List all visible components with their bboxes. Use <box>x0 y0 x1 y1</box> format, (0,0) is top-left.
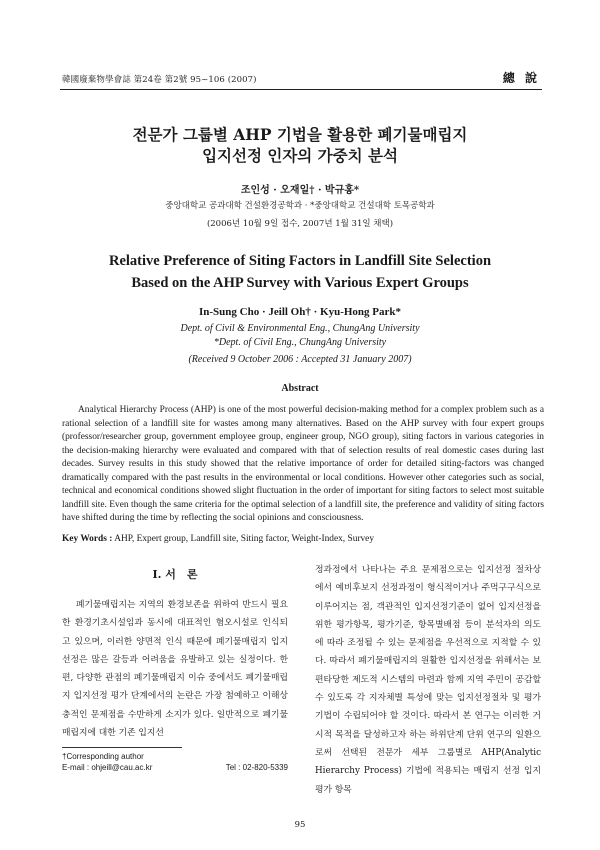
footnote-corresponding: †Corresponding author <box>62 752 144 761</box>
english-title <box>0 250 600 294</box>
abstract-heading: Abstract <box>281 383 319 394</box>
journal-citation: 韓國廢棄物學會誌 第24卷 第2號 95~106 (2007) <box>62 75 257 85</box>
keywords-label: Key Words : <box>62 534 113 544</box>
body-column-left <box>62 596 288 742</box>
keywords-text: AHP, Expert group, Landfill site, Siting factor, Weight-Index, Survey <box>114 534 375 544</box>
section-label: 總 說 <box>502 71 540 85</box>
english-title-line2: Based on the AHP Survey with Various Expert Groups <box>131 275 469 291</box>
english-affiliation-1: Dept. of Civil & Environmental Eng., ChungAng University <box>180 323 420 334</box>
footnote-rule <box>62 747 182 748</box>
english-authors: In-Sung Cho · Jeill Oh† · Kyu-Hong Park* <box>198 306 402 318</box>
footnote-email: E-mail : ohjeill@cau.ac.kr <box>62 763 153 772</box>
header-rule <box>60 89 542 90</box>
abstract-body: Analytical Hierarchy Process (AHP) is one of the most powerful decision-making method for a complex problem such as a rational selection of a landfill site for wastes among many alternatives. Based on the AHP survey with four expert groups (professor/researcher group, government employee group, engineer group, NGO group), siting factors in various categories in the decision-making hierarchy were evaluated and compared with that of selection results of real domestic cases during last decades. Survey results in this study showed that the relative importance of order for detailed siting-factors was changed dramatically compared with the past results in the environmental or local conditions. However other categories such as social, technical and economical conditions showed slight fluctuation in the order of important for siting factors to select most suitable landfill site. Even though the same criteria for the optimal selection of a landfill site, the preference and validity of siting factors have shifted during the time by reflecting the social opinions and consciousness. <box>62 405 544 523</box>
section-heading-introduction: I. 서 론 <box>152 568 198 581</box>
intro-paragraph-left: 폐기물매립지는 지역의 환경보존을 위하여 반드시 필요한 환경기초시설임과 동시에 대표적인 혐오시설로 인식되고 있으며, 이러한 양면적 인식 때문에 폐기물매립지 입지선정은 많은 갈등과 어려움을 유발하고 있는 실정이다. 한편, 다양한 관점의 폐기물매립지 이슈 중에서도 폐기물매립지 입지선정 평가 단계에서의 논란은 가장 첨예하고 이해상충적인 문제점을 수반하게 소지가 있다. 일반적으로 폐기물매립지에 대한 기존 입지선 <box>62 600 288 739</box>
english-title-line1: Relative Preference of Siting Factors in Landfill Site Selection <box>108 253 492 269</box>
korean-authors: 조인성 · 오재일† · 박규홍* <box>240 185 360 196</box>
korean-title <box>0 124 600 166</box>
english-affiliation-2: *Dept. of Civil Eng., ChungAng University <box>213 337 387 348</box>
keywords <box>62 534 544 544</box>
korean-title-line2: 입지선정 인자의 가중치 분석 <box>202 146 398 165</box>
korean-dates: (2006년 10월 9일 접수, 2007년 1월 31일 채택) <box>206 219 394 229</box>
english-affiliations <box>0 322 600 350</box>
footnote-tel: Tel : 02-820-5339 <box>225 763 288 772</box>
received-dates: (Received 9 October 2006 : Accepted 31 January 2007) <box>188 354 412 365</box>
intro-paragraph-right: 정과정에서 나타나는 주요 문제점으로는 입지선정 절차상에서 예비후보지 선정과정이 형식적이거나 주먹구구식으로 이루어지는 점, 객관적인 입지선정기준이 없어 입지선정을 위한 평가항목, 평가기준, 항목별배점 등이 분석자의 의도에 따라 조정될 수 있는 문제점을 우선적으로 지적할 수 있다. 따라서 폐기물매립지의 원활한 입지선정을 위해서는 보편타당한 제도적 시스템의 마련과 함께 지역 주민이 공감할 수 있도록 각 지자체별 특성에 맞는 입지선정절차 및 평가기법이 수립되어야 할 것이다. 따라서 본 연구는 이러한 거시적 목적을 달성하고자 하는 하위단계 단위 연구의 일환으로써 선택된 전문가 세부 그룹별로 AHP(Analytic Hierarchy Process) 기법에 적용되는 매립지 선정 입지평가 항목 <box>315 565 541 795</box>
footnote-contact <box>62 762 288 773</box>
korean-affiliation: 중앙대학교 공과대학 건설환경공학과 · *중앙대학교 건설대학 토목공학과 <box>165 201 435 211</box>
korean-title-line1: 전문가 그룹별 AHP 기법을 활용한 폐기물매립지 <box>132 125 468 144</box>
page-number: 95 <box>294 820 306 830</box>
body-column-right <box>315 561 541 799</box>
